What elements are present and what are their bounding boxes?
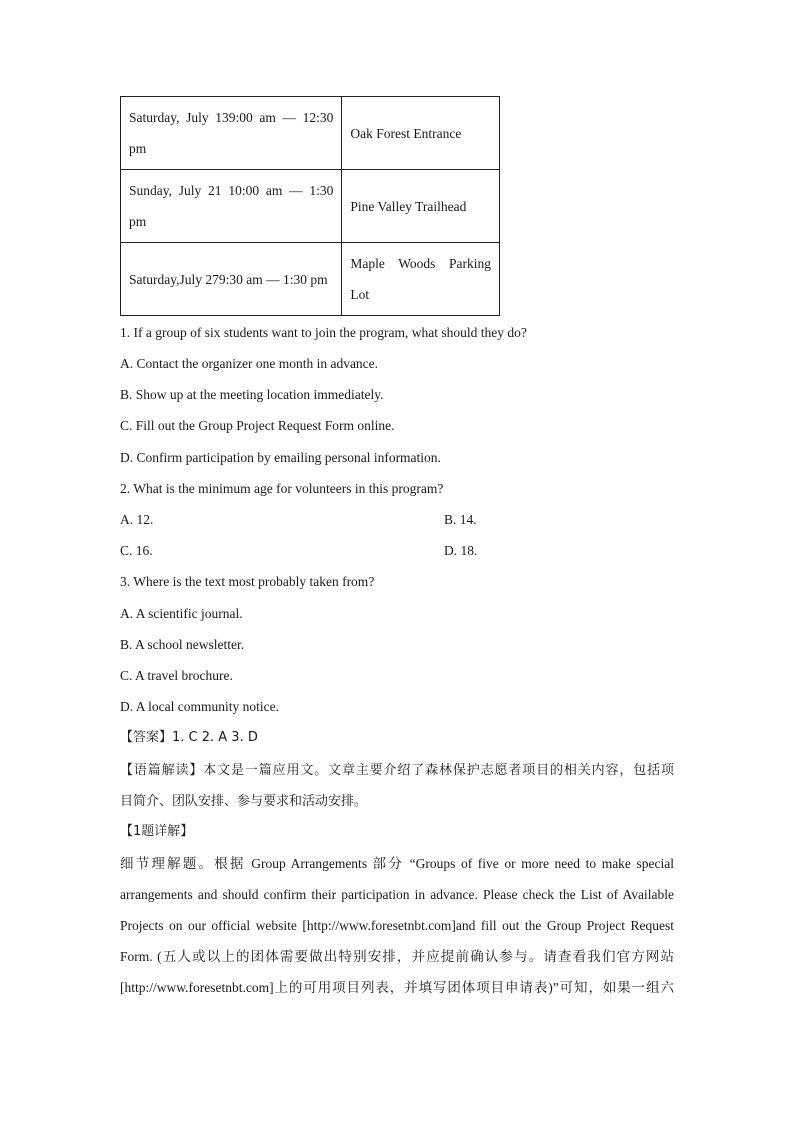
schedule-time-line: pm — [129, 141, 147, 156]
schedule-time-cell — [121, 170, 342, 243]
detail-line: [http://www.foresetnbt.com]上的可用项目列表，并填写团体项目申请表)”可知，如果一组六 — [120, 980, 674, 995]
detail-line: Form. (五人或以上的团体需要做出特别安排，并应提前确认参与。请查看我们官方网站 — [120, 949, 674, 964]
question-stem: 1. If a group of six students want to join the program, what should they do? — [120, 325, 527, 340]
schedule-location-line: Maple Woods Parking — [350, 256, 491, 271]
question-option: A. Contact the organizer one month in advance. — [120, 356, 379, 371]
schedule-time-line: Sunday, July 21 10:00 am — 1:30 — [129, 183, 334, 198]
schedule-time-cell — [121, 97, 342, 170]
schedule-row — [121, 170, 500, 243]
schedule-location-cell — [342, 243, 500, 316]
schedule-location-cell: Oak Forest Entrance — [342, 97, 500, 170]
question-option: C. Fill out the Group Project Request Form online. — [120, 418, 395, 433]
schedule-table — [120, 96, 500, 316]
question-stem: 3. Where is the text most probably taken from? — [120, 574, 375, 589]
detail-line: Projects on our official website [http://www.foresetnbt.com]and fill out the Group Project Request — [120, 918, 674, 933]
question-stem: 2. What is the minimum age for volunteers in this program? — [120, 481, 444, 496]
question-option: B. A school newsletter. — [120, 637, 245, 652]
question-option: A. 12. — [120, 512, 154, 527]
schedule-row — [121, 97, 500, 170]
reading-explanation — [120, 755, 674, 817]
question-option: C. A travel brochure. — [120, 668, 233, 683]
question-option: D. Confirm participation by emailing personal information. — [120, 450, 441, 465]
schedule-time-line: pm — [129, 214, 147, 229]
reading-line: 【语篇解读】本文是一篇应用文。文章主要介绍了森林保护志愿者项目的相关内容，包括项 — [120, 763, 674, 778]
question-option: C. 16. — [120, 543, 153, 558]
question-option: D. A local community notice. — [120, 699, 279, 714]
schedule-location-line: Lot — [350, 287, 370, 302]
detail-line: 细节理解题。根据 Group Arrangements 部分 “Groups of five or more need to make special — [120, 856, 674, 871]
question-option: D. 18. — [444, 543, 478, 558]
detail-line: arrangements and should confirm their participation in advance. Please check the List of Available — [120, 887, 674, 902]
schedule-time-cell: Saturday,July 279:30 am — 1:30 pm — [121, 243, 342, 316]
detail-explanation — [120, 848, 674, 1003]
schedule-location-cell: Pine Valley Trailhead — [342, 170, 500, 243]
schedule-row — [121, 243, 500, 316]
question-option: B. Show up at the meeting location immediately. — [120, 387, 384, 402]
schedule-time-line: Saturday, July 139:00 am — 12:30 — [129, 110, 334, 125]
question-option: A. A scientific journal. — [120, 606, 243, 621]
reading-line: 目简介、团队安排、参与要求和活动安排。 — [120, 794, 368, 809]
answer-line: 【答案】1. C 2. A 3. D — [120, 730, 258, 745]
detail-heading: 【1题详解】 — [120, 824, 194, 839]
question-option: B. 14. — [444, 512, 477, 527]
